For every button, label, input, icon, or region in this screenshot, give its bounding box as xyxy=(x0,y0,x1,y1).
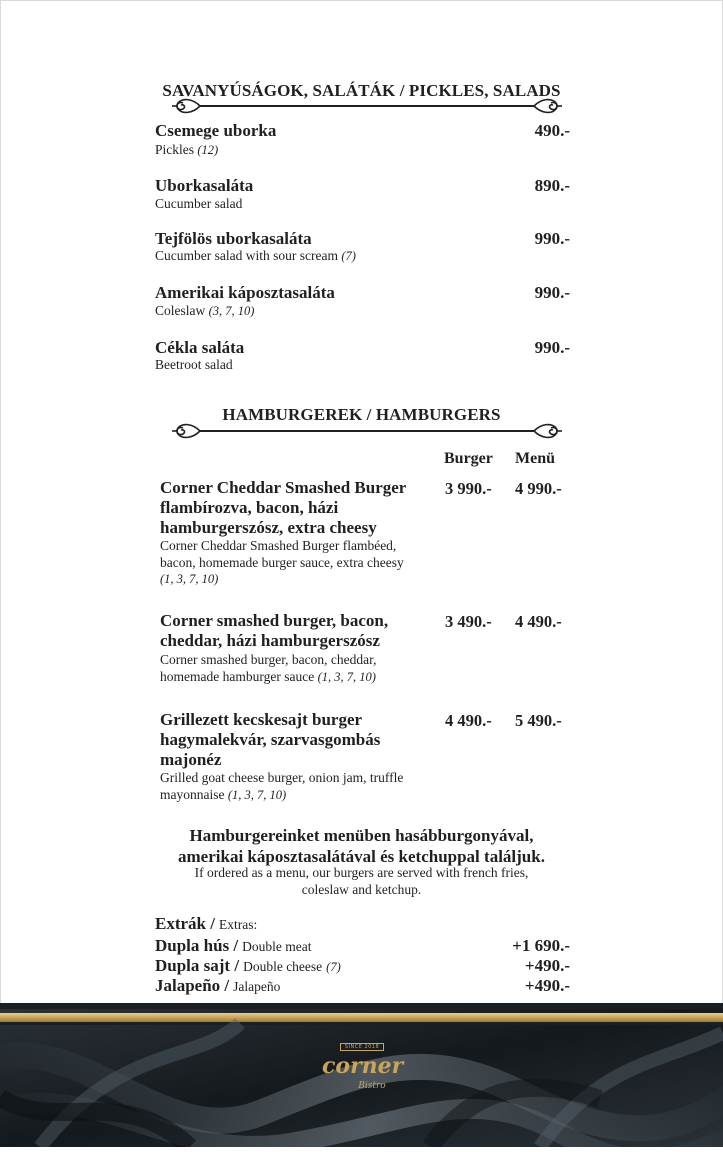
logo-wordmark: corner xyxy=(322,1053,404,1079)
extra-price: +490.- xyxy=(524,976,570,995)
burger-price: 4 490.- xyxy=(445,711,492,730)
extra-price: +1 690.- xyxy=(512,936,570,955)
burger-price: 3 490.- xyxy=(445,612,492,631)
menu-item-name: Amerikai káposztasaláta xyxy=(155,283,335,302)
corner-bistro-logo xyxy=(322,1035,402,1095)
menu-item-name: Csemege uborka xyxy=(155,121,277,140)
menu-item-name: Cékla saláta xyxy=(155,338,245,357)
logo-subtext: Bistro xyxy=(358,1081,386,1091)
column-header-burger: Burger xyxy=(444,450,493,467)
burger-item-name: Corner Cheddar Smashed Burger flambírozva, bacon, házi hamburgerszósz, extra cheesy xyxy=(160,478,407,537)
allergen-codes: (7) xyxy=(326,960,341,974)
menu-price: 5 490.- xyxy=(515,711,562,730)
allergen-codes: (7) xyxy=(341,249,356,263)
menu-item-description: Cucumber salad with sour scream (7) xyxy=(155,248,356,263)
menu-item-price: 990.- xyxy=(534,338,570,357)
menu-item-price: 890.- xyxy=(534,176,570,195)
ornament-divider-icon xyxy=(170,420,564,442)
allergen-codes: (1, 3, 7, 10) xyxy=(227,788,287,802)
menu-item-name: Tejfölös uborkasaláta xyxy=(155,229,312,248)
menu-item-description: Pickles (12) xyxy=(155,142,219,157)
menu-item-description: Cucumber salad xyxy=(155,196,243,211)
menu-price: 4 990.- xyxy=(515,479,562,498)
menu-note-hungarian: Hamburgereinket menüben hasábburgonyával, amerikai káposztasalátával és ketchuppal találjuk. xyxy=(178,826,545,866)
menu-price: 4 490.- xyxy=(515,612,562,631)
burger-price: 3 990.- xyxy=(445,479,492,498)
extra-item: Dupla hús / Double meat +1 690.- xyxy=(155,936,570,955)
menu-item-name: Uborkasaláta xyxy=(155,176,254,195)
extra-item: Jalapeño / Jalapeño +490.- xyxy=(155,976,570,995)
allergen-codes: (12) xyxy=(197,143,219,157)
allergen-codes: (1, 3, 7, 10) xyxy=(160,572,219,586)
burger-item-name: Grillezett kecskesajt burger hagymalekvár, szarvasgombás majonéz xyxy=(160,710,381,769)
footer-banner xyxy=(0,1003,723,1147)
logo-badge-text: SINCE 2018 xyxy=(340,1043,384,1051)
burgers-section-title: HAMBURGEREK / HAMBURGERS xyxy=(222,405,501,424)
ornament-divider-icon xyxy=(170,95,564,117)
burger-item-name: Corner smashed burger, bacon, cheddar, házi hamburgerszósz xyxy=(160,611,389,650)
menu-item-price: 990.- xyxy=(534,283,570,302)
menu-item-description: Beetroot salad xyxy=(155,357,233,372)
burger-item-description: Corner Cheddar Smashed Burger flambéed, bacon, homemade burger sauce, extra cheesy (1, 3, 7, 10) xyxy=(160,537,440,588)
menu-item-description: Coleslaw (3, 7, 10) xyxy=(155,303,255,318)
pickles-section-title: SAVANYÚSÁGOK, SALÁTÁK / PICKLES, SALADS xyxy=(162,81,561,100)
extras-heading: Extrák / Extras: xyxy=(155,914,258,933)
menu-item-price: 990.- xyxy=(534,229,570,248)
burger-item-description: Corner smashed burger, bacon, cheddar, homemade hamburger sauce (1, 3, 7, 10) xyxy=(160,652,377,684)
burger-item-description: Grilled goat cheese burger, onion jam, truffle mayonnaise (1, 3, 7, 10) xyxy=(160,770,404,802)
allergen-codes: (1, 3, 7, 10) xyxy=(317,670,376,684)
menu-item-price: 490.- xyxy=(534,121,570,140)
extra-price: +490.- xyxy=(524,956,570,975)
extra-item: Dupla sajt / Double cheese (7) +490.- xyxy=(155,956,570,975)
allergen-codes: (3, 7, 10) xyxy=(208,304,255,318)
column-header-menu: Menü xyxy=(515,450,555,467)
menu-note-english: If ordered as a menu, our burgers are served with french fries, coleslaw and ketchup. xyxy=(194,865,529,897)
